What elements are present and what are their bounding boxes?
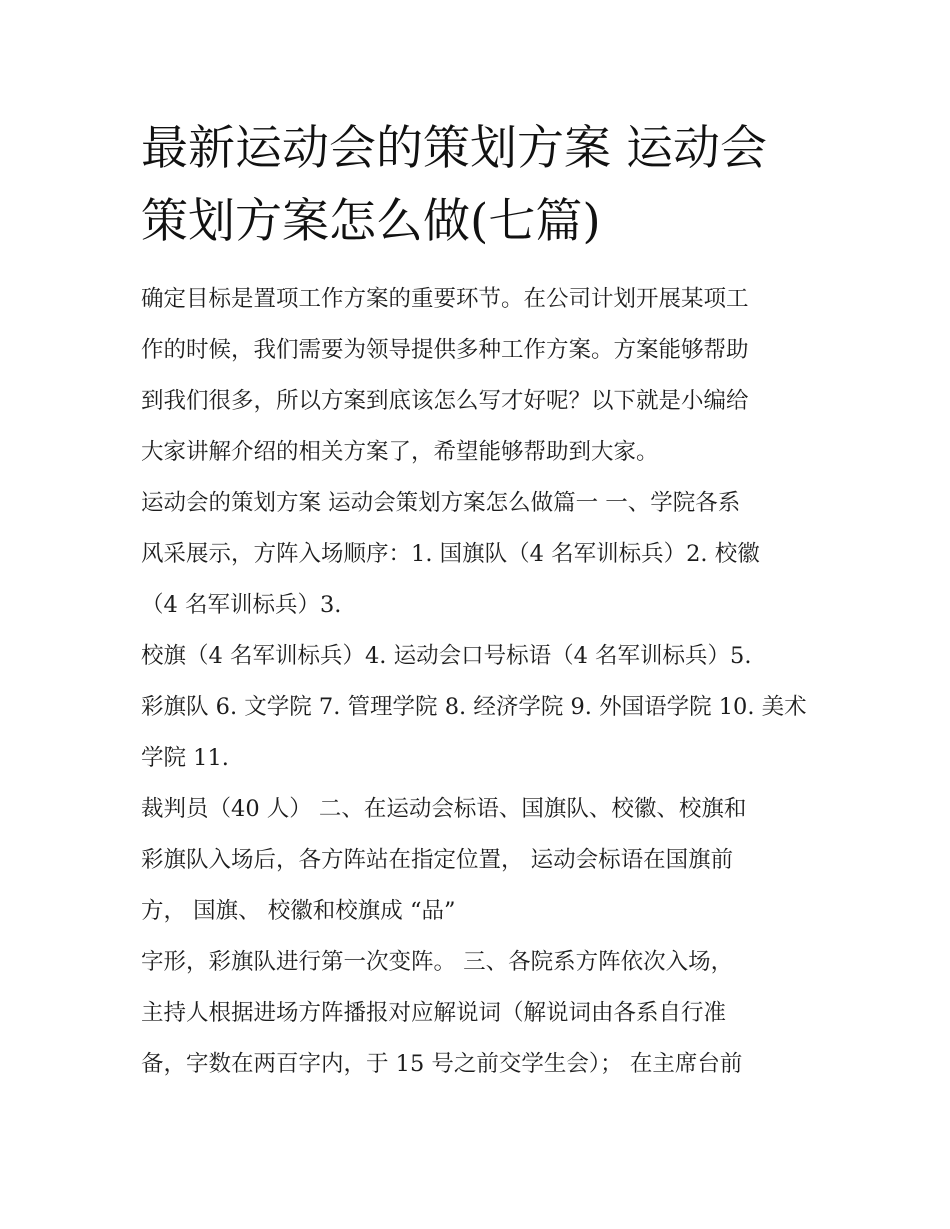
text-line: 校旗（4 名军训标兵）4. 运动会口号标语（4 名军训标兵）5. bbox=[141, 643, 752, 669]
text-line: 主持人根据进场方阵播报对应解说词（解说词由各系自行准 bbox=[141, 1000, 727, 1026]
text-line: 字形，彩旗队进行第一次变阵。 三、各院系方阵依次入场， bbox=[141, 949, 734, 975]
document-body bbox=[141, 274, 813, 1090]
document-title bbox=[141, 112, 813, 258]
text-line: 方， 国旗、 校徽和校旗成 “品” bbox=[141, 898, 456, 924]
paragraph-intro bbox=[141, 274, 813, 478]
paragraph-entrance-order bbox=[141, 631, 813, 784]
paragraph-section-two bbox=[141, 784, 813, 937]
text-line: 大家讲解介绍的相关方案了，希望能够帮助到大家。 bbox=[141, 439, 659, 465]
title-line: 策划方案怎么做(七篇) bbox=[141, 194, 601, 249]
text-line: 作的时候，我们需要为领导提供多种工作方案。方案能够帮助 bbox=[141, 337, 749, 363]
paragraph-section-one bbox=[141, 478, 813, 631]
paragraph-section-three bbox=[141, 937, 813, 1090]
text-line: 运动会的策划方案 运动会策划方案怎么做篇一 一、学院各系 bbox=[141, 490, 741, 516]
text-line: 彩旗队 6. 文学院 7. 管理学院 8. 经济学院 9. 外国语学院 10. 美术 bbox=[141, 694, 807, 720]
text-line: 到我们很多，所以方案到底该怎么写才好呢？以下就是小编给 bbox=[141, 388, 749, 414]
title-line: 最新运动会的策划方案 运动会 bbox=[141, 121, 767, 176]
text-line: 彩旗队入场后，各方阵站在指定位置， 运动会标语在国旗前 bbox=[141, 847, 734, 873]
document-content bbox=[141, 112, 813, 1090]
text-line: 学院 11. bbox=[141, 745, 229, 771]
text-line: 备，字数在两百字内，于 15 号之前交学生会）； 在主席台前 bbox=[141, 1051, 743, 1077]
text-line: 确定目标是置项工作方案的重要环节。在公司计划开展某项工 bbox=[141, 286, 749, 312]
text-line: （4 名军训标兵）3. bbox=[141, 592, 342, 618]
text-line: 裁判员（40 人） 二、在运动会标语、国旗队、校徽、校旗和 bbox=[141, 796, 747, 822]
text-line: 风采展示，方阵入场顺序：1. 国旗队（4 名军训标兵）2. 校徽 bbox=[141, 541, 760, 567]
